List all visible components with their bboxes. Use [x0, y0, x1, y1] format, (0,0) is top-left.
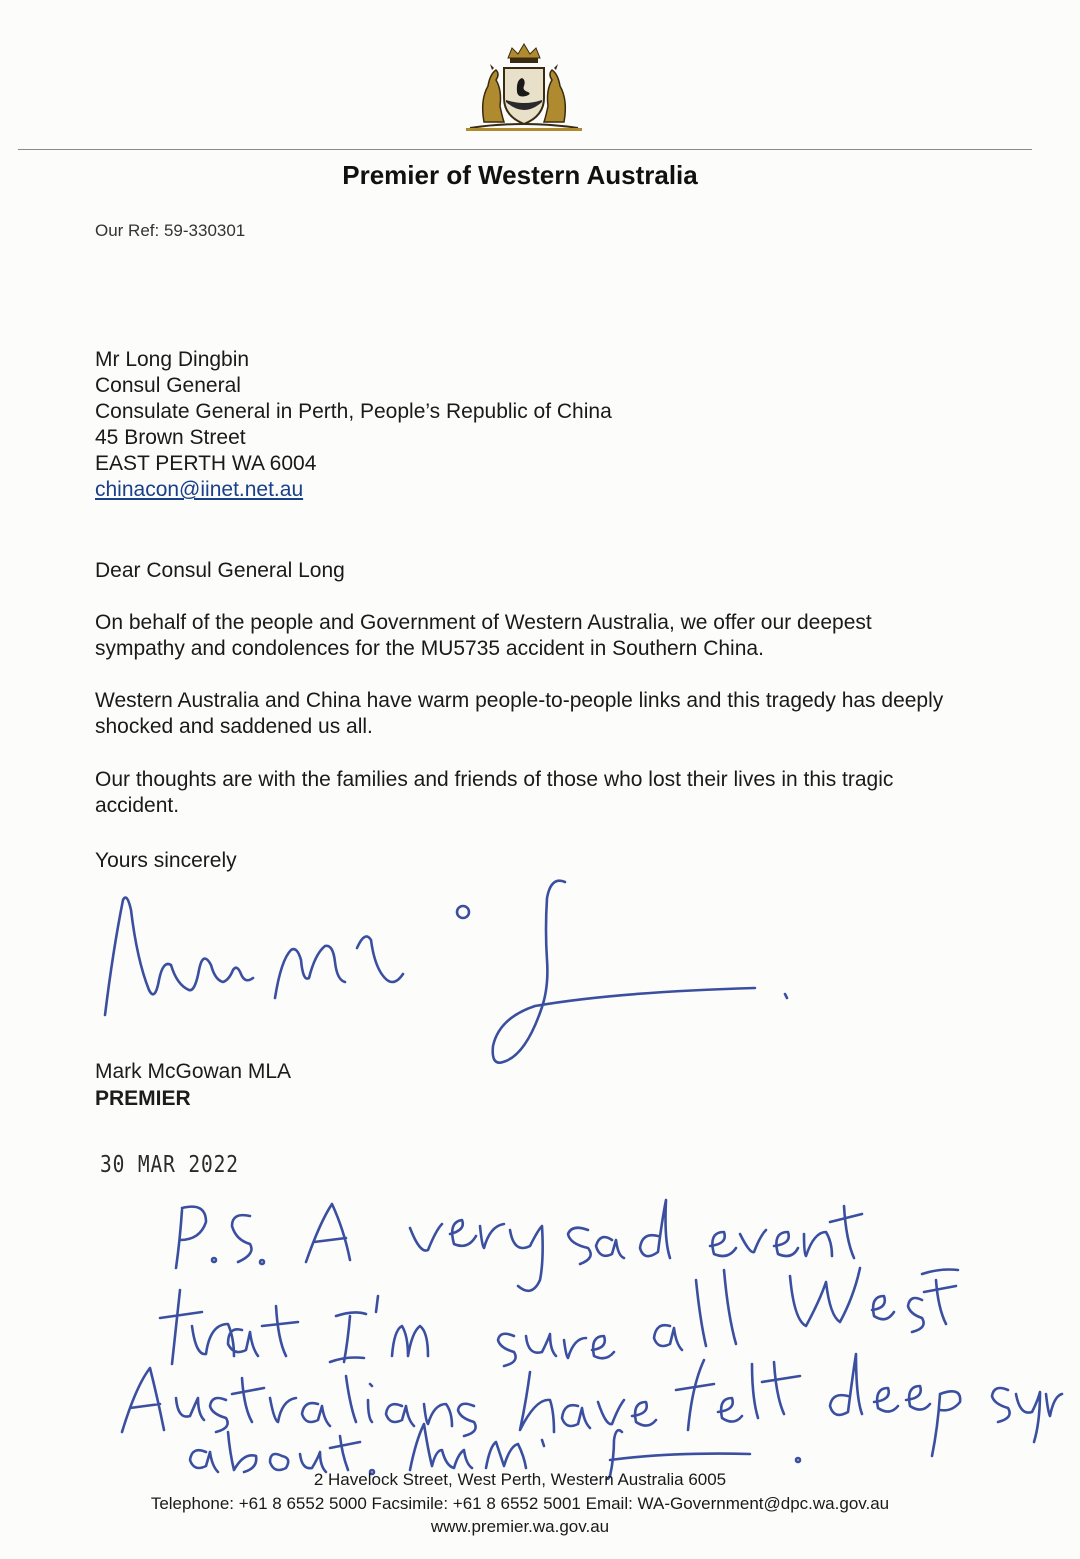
footer-website[interactable]: www.premier.wa.gov.au	[430, 1517, 610, 1536]
reference-number: Our Ref: 59-330301	[95, 221, 246, 240]
coat-of-arms-logo	[462, 40, 586, 134]
salutation: Dear Consul General Long	[95, 559, 345, 582]
footer-contacts: Telephone: +61 8 6552 5000 Facsimile: +61 8 6552 5001 Email: WA-Government@dpc.wa.gov.au	[150, 1494, 890, 1513]
footer-address: 2 Havelock Street, West Perth, Western Australia 6005	[313, 1470, 727, 1489]
handwritten-signature	[95, 870, 815, 1090]
signatory-name: Mark McGowan MLA	[95, 1060, 292, 1083]
recipient-street: 45 Brown Street	[95, 426, 246, 449]
date-stamp: 30 MAR 2022	[100, 1152, 239, 1178]
paragraph-2: Western Australia and China have warm people-to-people links and this tragedy has deeply shocked and saddened us all.	[95, 689, 944, 738]
paragraph-3: Our thoughts are with the families and friends of those who lost their lives in this tragic accident.	[95, 768, 894, 817]
recipient-organisation: Consulate General in Perth, People’s Republic of China	[95, 400, 612, 423]
recipient-email-link[interactable]	[95, 477, 303, 503]
letterhead-title: Premier of Western Australia	[342, 160, 698, 190]
paragraph-1: On behalf of the people and Government of Western Australia, we offer our deepest sympathy and condolences for the MU5735 accident in Southern China.	[95, 611, 872, 660]
recipient-city: EAST PERTH WA 6004	[95, 452, 317, 475]
email-link-text[interactable]: chinacon@iinet.net.au	[95, 478, 304, 501]
header-rule	[18, 149, 1032, 150]
closing: Yours sincerely	[95, 849, 237, 872]
recipient-position: Consul General	[95, 374, 241, 397]
handwritten-postscript	[110, 1150, 1070, 1480]
signatory-title: PREMIER	[95, 1087, 191, 1110]
recipient-name: Mr Long Dingbin	[95, 348, 250, 371]
